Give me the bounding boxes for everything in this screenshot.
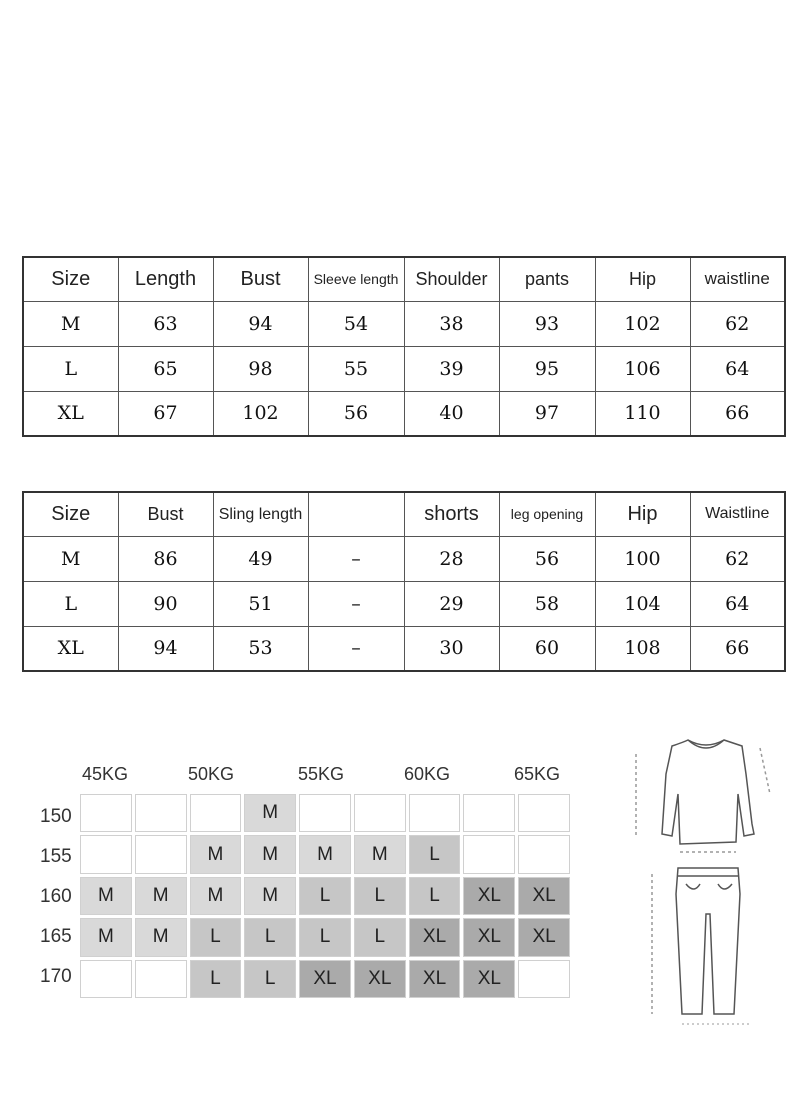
cell: 64 (690, 346, 785, 391)
size-grid-cell: M (135, 877, 187, 915)
cell: 38 (404, 301, 499, 346)
size-grid-cell: L (299, 877, 351, 915)
size-grid-cell (135, 835, 187, 873)
cell: 95 (499, 346, 595, 391)
weight-label: 60KG (404, 764, 451, 784)
height-label: 170 (40, 966, 72, 987)
cell: 104 (595, 581, 690, 626)
cell-size: XL (23, 626, 118, 671)
height-label: 150 (40, 806, 72, 827)
cell: 40 (404, 391, 499, 436)
header-sleeve-length: Sleeve length (308, 257, 404, 301)
header-sling-length: Sling length (213, 492, 308, 536)
header-leg-opening: leg opening (499, 492, 595, 536)
size-grid-cell: M (190, 877, 242, 915)
cell: 39 (404, 346, 499, 391)
size-grid-cell: XL (409, 918, 461, 956)
size-grid-cell (463, 835, 515, 873)
header-length: Length (118, 257, 213, 301)
top-garment-sketch-icon (636, 740, 770, 852)
table-row (23, 391, 785, 436)
height-label: 160 (40, 886, 72, 907)
height-label: 155 (40, 846, 72, 867)
size-grid-cell: XL (463, 960, 515, 998)
cell: 30 (404, 626, 499, 671)
size-grid-cell (354, 794, 406, 832)
size-grid-cell: L (244, 960, 296, 998)
size-table-top (22, 256, 786, 437)
cell: 49 (213, 536, 308, 581)
size-grid-cell: XL (518, 918, 570, 956)
cell: 53 (213, 626, 308, 671)
cell-dash: – (308, 536, 404, 581)
cell: 94 (118, 626, 213, 671)
cell-dash: – (308, 626, 404, 671)
table-row (23, 346, 785, 391)
size-grid-cell (518, 794, 570, 832)
size-grid-cell: M (135, 918, 187, 956)
cell: 58 (499, 581, 595, 626)
weight-height-size-grid (80, 794, 570, 998)
cell: 93 (499, 301, 595, 346)
size-grid-cell: XL (463, 877, 515, 915)
cell: 90 (118, 581, 213, 626)
pants-garment-sketch-icon (652, 868, 752, 1024)
header-hip: Hip (595, 492, 690, 536)
header-bust: Bust (118, 492, 213, 536)
cell-size: L (23, 581, 118, 626)
table-row (23, 536, 785, 581)
table-row (23, 301, 785, 346)
weight-label: 55KG (298, 764, 345, 784)
size-grid-cell (135, 794, 187, 832)
size-grid-cell: L (354, 877, 406, 915)
cell: 54 (308, 301, 404, 346)
cell: 51 (213, 581, 308, 626)
cell: 56 (308, 391, 404, 436)
cell: 110 (595, 391, 690, 436)
size-grid-cell: L (190, 960, 242, 998)
cell-size: M (23, 536, 118, 581)
size-grid-cell: M (244, 877, 296, 915)
header-shoulder: Shoulder (404, 257, 499, 301)
size-grid-cell: XL (299, 960, 351, 998)
size-grid-cell (299, 794, 351, 832)
table-row (23, 626, 785, 671)
size-grid-cell: M (244, 794, 296, 832)
size-grid-cell: XL (409, 960, 461, 998)
size-grid-cell (190, 794, 242, 832)
size-table-bottom (22, 491, 786, 672)
cell: 28 (404, 536, 499, 581)
table-row (23, 581, 785, 626)
cell: 97 (499, 391, 595, 436)
cell: 66 (690, 626, 785, 671)
size-grid-cell: M (299, 835, 351, 873)
header-bust: Bust (213, 257, 308, 301)
cell: 100 (595, 536, 690, 581)
cell: 29 (404, 581, 499, 626)
header-waistline: waistline (690, 257, 785, 301)
cell: 108 (595, 626, 690, 671)
size-grid-cell: M (354, 835, 406, 873)
weight-label: 65KG (514, 764, 561, 784)
cell-size: M (23, 301, 118, 346)
garment-sketch (622, 734, 792, 1034)
cell: 64 (690, 581, 785, 626)
size-grid-cell: L (299, 918, 351, 956)
cell: 65 (118, 346, 213, 391)
height-label: 165 (40, 926, 72, 947)
size-grid-cell (80, 794, 132, 832)
cell: 56 (499, 536, 595, 581)
size-grid-cell (463, 794, 515, 832)
size-grid-cell: M (80, 918, 132, 956)
header-size: Size (23, 257, 118, 301)
cell-size: XL (23, 391, 118, 436)
size-grid-cell: L (409, 877, 461, 915)
weight-label: 50KG (188, 764, 235, 784)
cell-size: L (23, 346, 118, 391)
size-grid-cell (80, 835, 132, 873)
cell: 63 (118, 301, 213, 346)
cell: 102 (213, 391, 308, 436)
size-grid-cell (135, 960, 187, 998)
size-grid-cell: M (80, 877, 132, 915)
size-grid-cell: L (409, 835, 461, 873)
cell: 66 (690, 391, 785, 436)
header-hip: Hip (595, 257, 690, 301)
cell: 67 (118, 391, 213, 436)
cell-dash: – (308, 581, 404, 626)
table-header-row (23, 492, 785, 536)
cell: 94 (213, 301, 308, 346)
size-grid-cell: L (244, 918, 296, 956)
header-waistline: Waistline (690, 492, 785, 536)
header-shorts: shorts (404, 492, 499, 536)
cell: 62 (690, 301, 785, 346)
cell: 86 (118, 536, 213, 581)
size-grid-cell (518, 835, 570, 873)
cell: 62 (690, 536, 785, 581)
cell: 55 (308, 346, 404, 391)
size-grid-cell: XL (354, 960, 406, 998)
size-grid-cell (80, 960, 132, 998)
header-size: Size (23, 492, 118, 536)
table-header-row (23, 257, 785, 301)
cell: 98 (213, 346, 308, 391)
size-grid-cell: L (190, 918, 242, 956)
size-grid-cell (409, 794, 461, 832)
size-grid-cell: XL (518, 877, 570, 915)
weight-label: 45KG (82, 764, 129, 784)
size-grid-cell: M (190, 835, 242, 873)
header-blank (308, 492, 404, 536)
cell: 102 (595, 301, 690, 346)
size-grid-cell: XL (463, 918, 515, 956)
size-grid-cell: M (244, 835, 296, 873)
header-pants: pants (499, 257, 595, 301)
size-grid-cell (518, 960, 570, 998)
size-grid-cell: L (354, 918, 406, 956)
cell: 60 (499, 626, 595, 671)
cell: 106 (595, 346, 690, 391)
